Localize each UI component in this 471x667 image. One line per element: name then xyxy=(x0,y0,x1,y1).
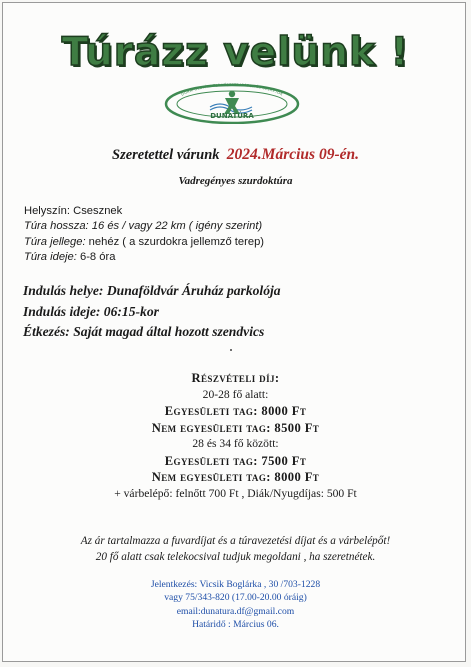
flyer-title: Túrázz velünk ! xyxy=(61,30,410,75)
logo-arc-text: DUNAFÖLDVÁRI TERMÉSZETBARÁTOK ÉS SZERETŐK xyxy=(180,82,284,97)
headline-text: Szeretettel várunk xyxy=(112,147,220,163)
fees-group1-nonmember: Nem egyesületi tag: 8500 Ft xyxy=(151,420,320,435)
detail-duration: Túra ideje: 6-8 óra xyxy=(24,251,116,264)
fees-group2-label: 28 és 34 fő között: xyxy=(192,437,279,450)
detail-type: Túra jellege: nehéz ( a szurdokra jellemző terep) xyxy=(24,235,265,248)
logo-name: DUNATÚRA xyxy=(210,112,254,120)
headline xyxy=(0,146,471,164)
meal-info: Étkezés: Saját magad által hozott szendvics xyxy=(23,324,265,339)
fees-group1-label: 20-28 fő alatt: xyxy=(202,387,269,401)
event-date: 2024.Március 09-én. xyxy=(226,146,359,163)
contact-email: email:dunatura.df@gmail.com xyxy=(176,605,295,617)
tour-details xyxy=(24,204,264,266)
fees-group2-member: Egyesületi tag: 7500 Ft xyxy=(164,453,307,468)
fees-group2-nonmember: Nem egyesületi tag: 8000 Ft xyxy=(151,470,320,484)
hiker-icon xyxy=(229,91,235,97)
price-note-line: 20 fő alatt csak telekocsival tudjuk megoldani , ha szeretnétek. xyxy=(95,551,376,563)
dunatura-logo xyxy=(162,80,302,124)
tour-subtitle: Vadregényes szurdoktúra xyxy=(178,175,293,187)
fees-heading: Részvételi díj: xyxy=(191,371,280,385)
contact-block xyxy=(0,578,471,632)
departure-time: Indulás ideje: 06:15-kor xyxy=(23,303,159,319)
price-note-line: Az ár tartalmazza a fuvardíjat és a túravezetési díjat és a várbelépőt! xyxy=(80,535,391,547)
departure-info xyxy=(23,281,281,343)
detail-location: Helyszín: Csesznek xyxy=(24,205,123,217)
detail-length: Túra hossza: 16 és / vagy 22 km ( igény szerint) xyxy=(24,220,263,233)
contact-deadline: Határidő : Március 06. xyxy=(192,619,279,631)
stray-dot xyxy=(230,349,232,351)
fees-section xyxy=(0,370,471,502)
fees-extra: + várbelépő: felnőtt 700 Ft , Diák/Nyugdíjas: 500 Ft xyxy=(114,486,357,500)
departure-place: Indulás helye: Dunaföldvár Áruház parkolója xyxy=(23,283,281,298)
price-note xyxy=(0,533,471,565)
contact-registration: Jelentkezés: Vicsik Boglárka , 30 /703-1228 xyxy=(150,579,321,590)
contact-phone: vagy 75/343-820 (17.00-20.00 óráig) xyxy=(164,592,307,604)
fees-group1-member: Egyesületi tag: 8000 Ft xyxy=(164,404,307,418)
